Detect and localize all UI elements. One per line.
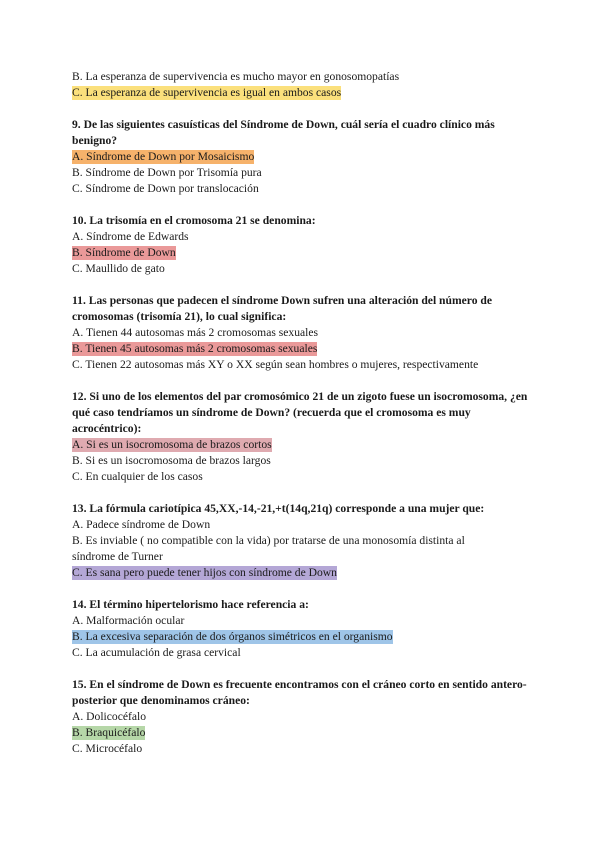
q13-option-b: B. Es inviable ( no compatible con la vida) por tratarse de una monosomía distinta al síndrome de Turner [72,534,465,563]
q15-option-a: A. Dolicocéfalo [72,710,147,723]
highlighted-answer: C. La esperanza de supervivencia es igual en ambos casos [72,86,342,99]
question-11: 11. Las personas que padecen el síndrome Down sufren una alteración del número de cromosomas (trisomía 21), lo cual significa: [72,294,492,323]
q11-option-c: C. Tienen 22 autosomas más XY o XX según sean hombres o mujeres, respectivamente [72,358,479,371]
q14-option-c: C. La acumulación de grasa cervical [72,646,241,659]
question-13: 13. La fórmula cariotípica 45,XX,-14,-21,+t(14q,21q) corresponde a una mujer que: [72,502,485,515]
q13-option-c [72,565,532,581]
q10-option-b [72,245,532,261]
q12-option-b: B. Si es un isocromosoma de brazos largos [72,454,271,467]
document-page [72,69,532,757]
q12-option-c: C. En cualquier de los casos [72,470,203,483]
q14-option-b [72,629,532,645]
highlighted-answer: A. Síndrome de Down por Mosaicismo [72,150,255,163]
q12-option-a [72,437,532,453]
intro-option-c [72,85,532,101]
q10-option-a: A. Síndrome de Edwards [72,230,189,243]
question-9: 9. De las siguientes casuísticas del Síndrome de Down, cuál sería el cuadro clínico más benigno? [72,118,495,147]
highlighted-answer: C. Es sana pero puede tener hijos con síndrome de Down [72,566,337,579]
q13-option-a: A. Padece síndrome de Down [72,518,211,531]
q14-option-a: A. Malformación ocular [72,614,185,627]
intro-option-b: B. La esperanza de supervivencia es mucho mayor en gonosomopatías [72,70,400,83]
question-15: 15. En el síndrome de Down es frecuente encontramos con el cráneo corto en sentido antero- posterior que denominamos cráneo: [72,678,527,707]
question-12: 12. Si uno de los elementos del par cromosómico 21 de un zigoto fuese un isocromosoma, ¿en qué caso tendríamos un síndrome de Down? (recuerda que el cromosoma es muy acrocéntrico): [72,390,528,435]
q15-option-c: C. Microcéfalo [72,742,143,755]
question-10: 10. La trisomía en el cromosoma 21 se denomina: [72,214,316,227]
q10-option-c: C. Maullido de gato [72,262,165,275]
q9-option-c: C. Síndrome de Down por translocación [72,182,259,195]
q9-option-a [72,149,532,165]
highlighted-answer: B. Braquicéfalo [72,726,146,739]
highlighted-answer: B. La excesiva separación de dos órganos simétricos en el organismo [72,630,393,643]
question-14: 14. El término hipertelorismo hace referencia a: [72,598,309,611]
q11-option-a: A. Tienen 44 autosomas más 2 cromosomas sexuales [72,326,319,339]
q11-option-b [72,341,532,357]
q15-option-b [72,725,532,741]
q9-option-b: B. Síndrome de Down por Trisomía pura [72,166,262,179]
highlighted-answer: A. Si es un isocromosoma de brazos cortos [72,438,272,451]
highlighted-answer: B. Síndrome de Down [72,246,176,259]
highlighted-answer: B. Tienen 45 autosomas más 2 cromosomas sexuales [72,342,318,355]
